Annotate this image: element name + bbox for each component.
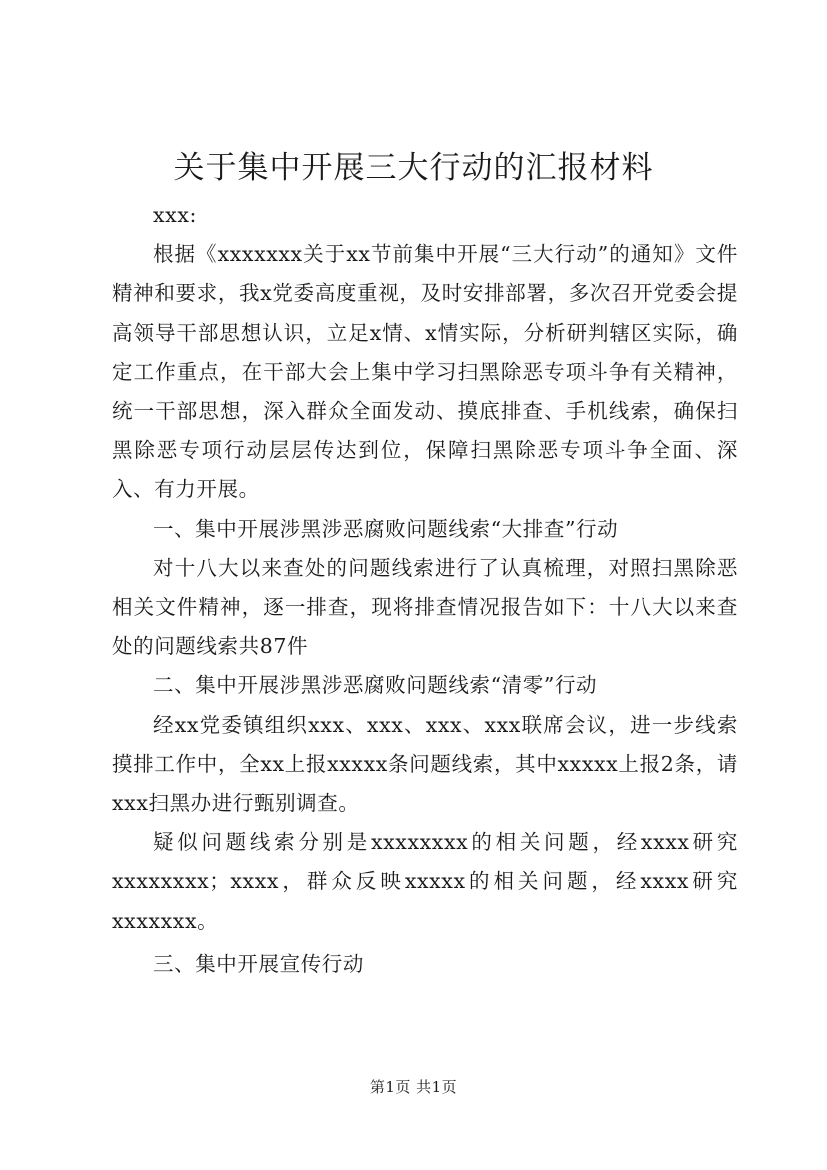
section-heading-2: 二、集中开展涉黑涉恶腐败问题线索“清零”行动 — [153, 673, 598, 698]
document-body — [112, 196, 738, 984]
section-1-paragraph: 对十八大以来查处的问题线索进行了认真梳理，对照扫黑除恶相关文件精神，逐一排查，现将排查情况报告如下：十八大以来查处的问题线索共87件 — [112, 555, 738, 659]
section-heading-3: 三、集中开展宣传行动 — [153, 951, 364, 976]
section-heading-1: 一、集中开展涉黑涉恶腐败问题线索“大排查”行动 — [153, 516, 619, 541]
section-2-paragraph: 经xx党委镇组织xxx、xxx、xxx、xxx联席会议，进一步线索摸排工作中，全xx上报xxxxx条问题线索，其中xxxxx上报2条，请xxx扫黑办进行甄别调查。 — [112, 712, 738, 816]
page-footer: 第1页 共1页 — [369, 1078, 458, 1096]
salutation: xxx: — [153, 203, 197, 227]
section-2-paragraph-2: 疑似问题线索分别是xxxxxxxx的相关问题，经xxxx研究xxxxxxxx；xxxx，群众反映xxxxx的相关问题，经xxxx研究xxxxxxx。 — [112, 830, 738, 933]
document-title: 关于集中开展三大行动的汇报材料 — [173, 150, 654, 186]
intro-paragraph: 根据《xxxxxxx关于xx节前集中开展“三大行动”的通知》文件精神和要求，我x党委高度重视，及时安排部署，多次召开党委会提高领导干部思想认识，立足x情、x情实际，分析研判辖区实际，确定工作重点，在干部大会上集中学习扫黑除恶专项斗争有关精神，统一干部思想，深入群众全面发动、摸底排查、手机线索，确保扫黑除恶专项行动层层传达到位，保障扫黑除恶专项斗争全面、深入、有力开展。 — [112, 242, 738, 502]
